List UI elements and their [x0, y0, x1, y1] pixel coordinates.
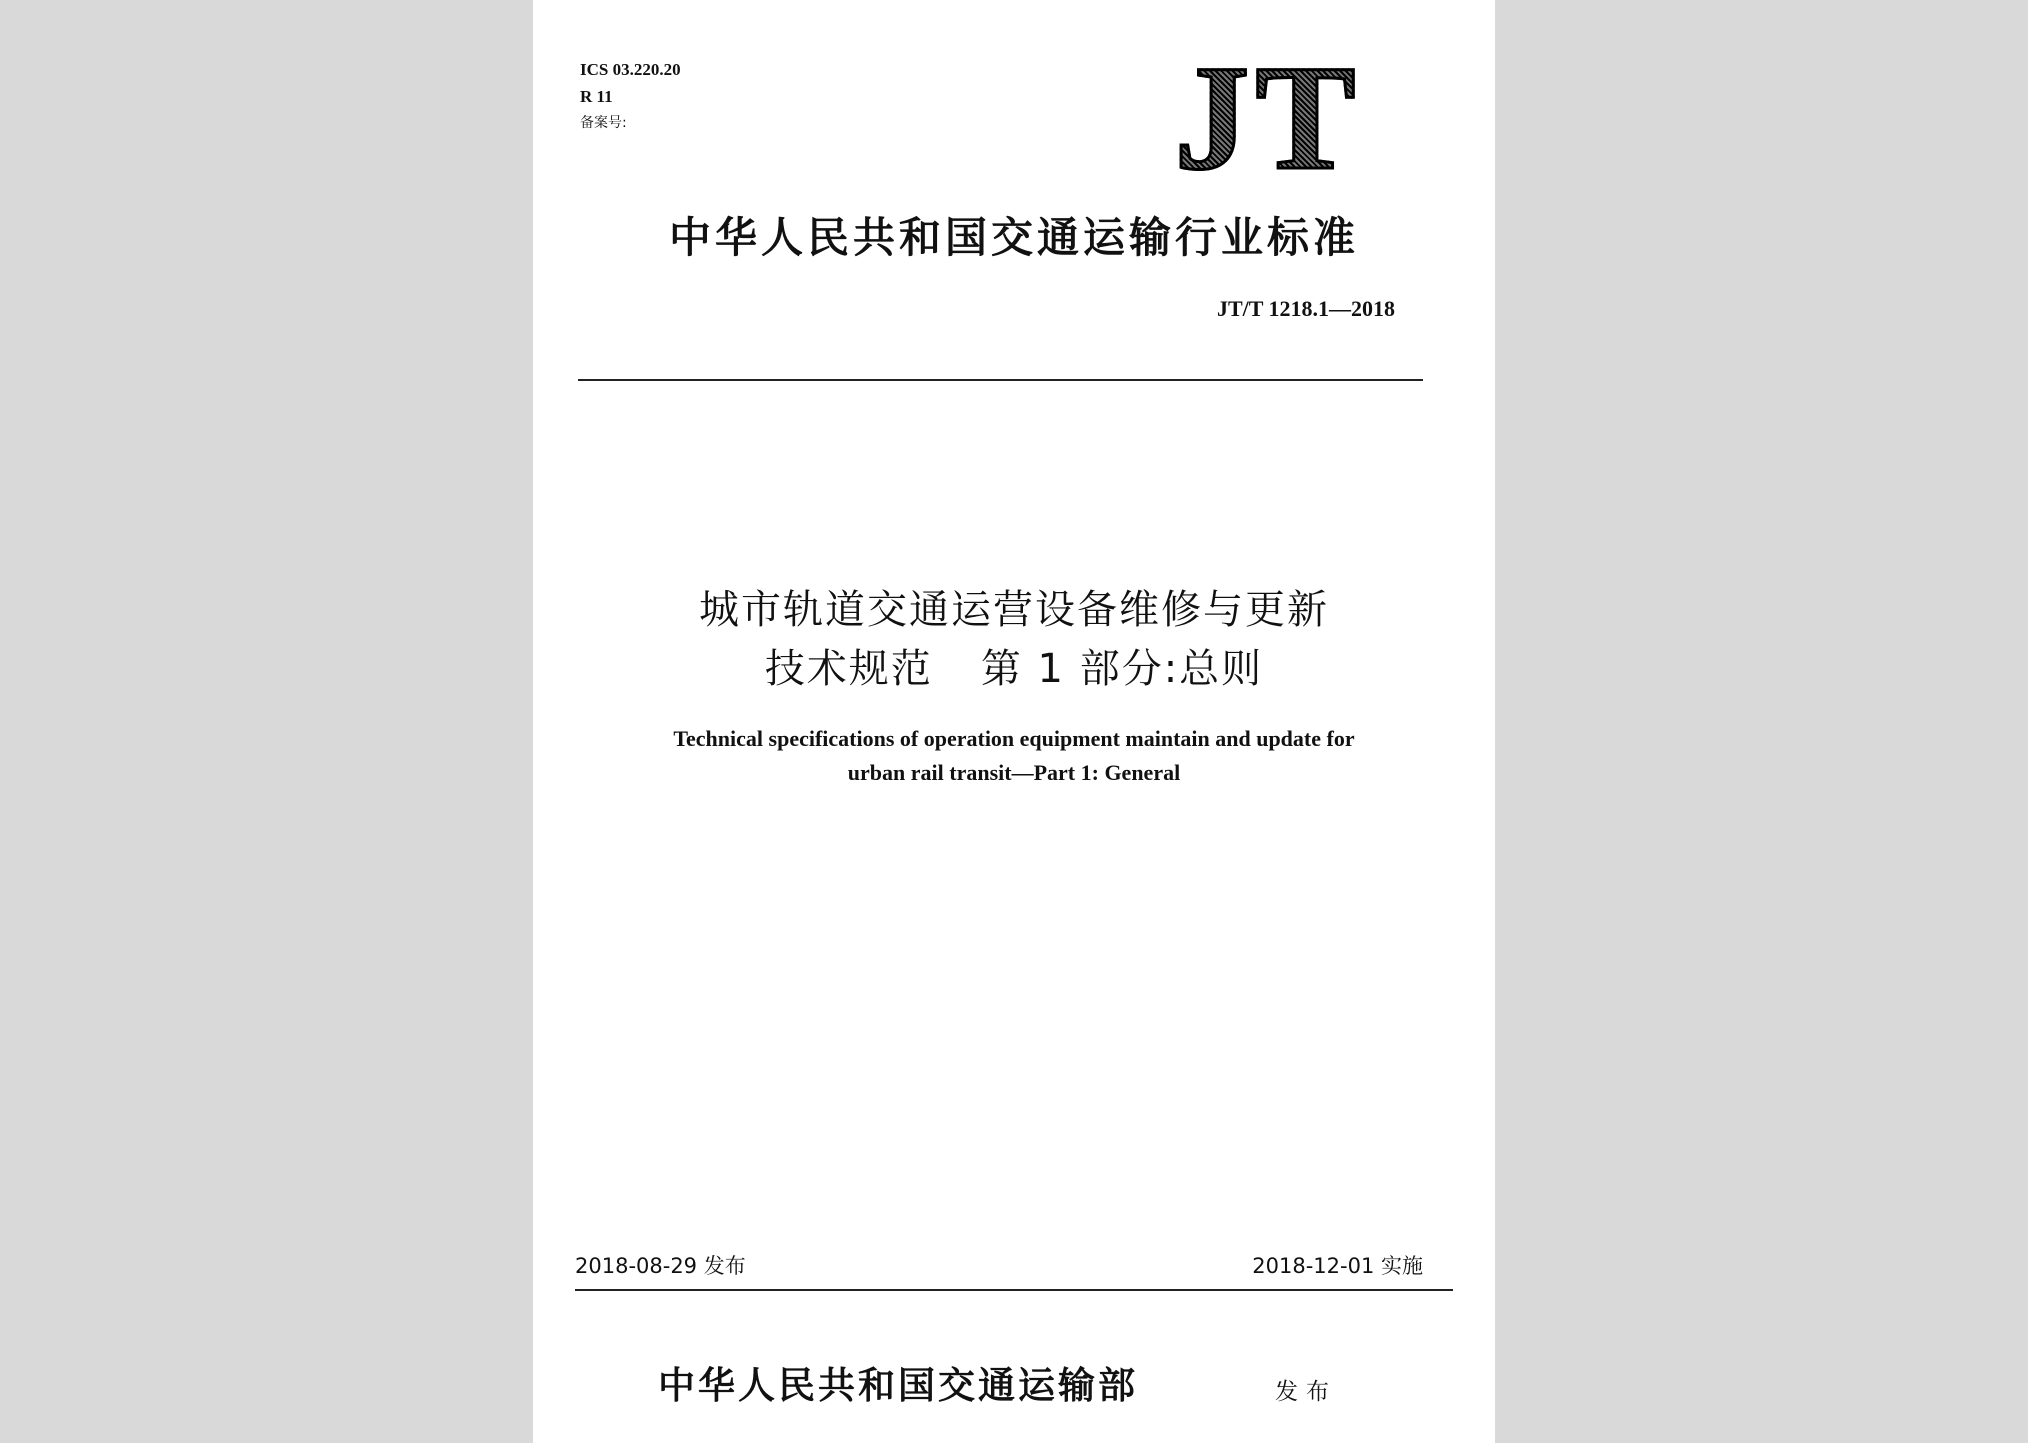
document-page: [533, 0, 1495, 1443]
issuing-authority: 中华人民共和国交通运输部: [658, 1363, 1138, 1407]
jt-logo: [1163, 35, 1373, 201]
standard-number: JT/T 1218.1—2018: [1216, 296, 1395, 321]
record-number-label: 备案号:: [580, 115, 627, 131]
implementation-date: 2018-12-01 实施: [1252, 1254, 1423, 1278]
jt-logo-text: JT: [1163, 58, 1373, 178]
standard-title: 中华人民共和国交通运输行业标准: [668, 213, 1359, 262]
english-title-line1: Technical specifications of operation equipment maintain and update for: [673, 726, 1355, 751]
chinese-title-line2: [533, 637, 1495, 694]
issue-label: 发布: [1275, 1379, 1337, 1405]
english-title-line2: urban rail transit—Part 1: General: [847, 760, 1181, 785]
chinese-title-line2-part2: 第 1 部分:总则: [980, 646, 1264, 692]
issue-date: 2018-08-29 发布: [575, 1254, 746, 1278]
bottom-divider: [575, 1289, 1453, 1291]
ics-code: ICS 03.220.20: [580, 60, 681, 79]
classification-block: [580, 56, 681, 137]
chinese-title-line1: 城市轨道交通运营设备维修与更新: [699, 587, 1329, 633]
top-divider: [578, 379, 1423, 381]
chinese-title-line2-part1: 技术规范: [764, 646, 933, 692]
classification-code: R 11: [580, 87, 613, 106]
